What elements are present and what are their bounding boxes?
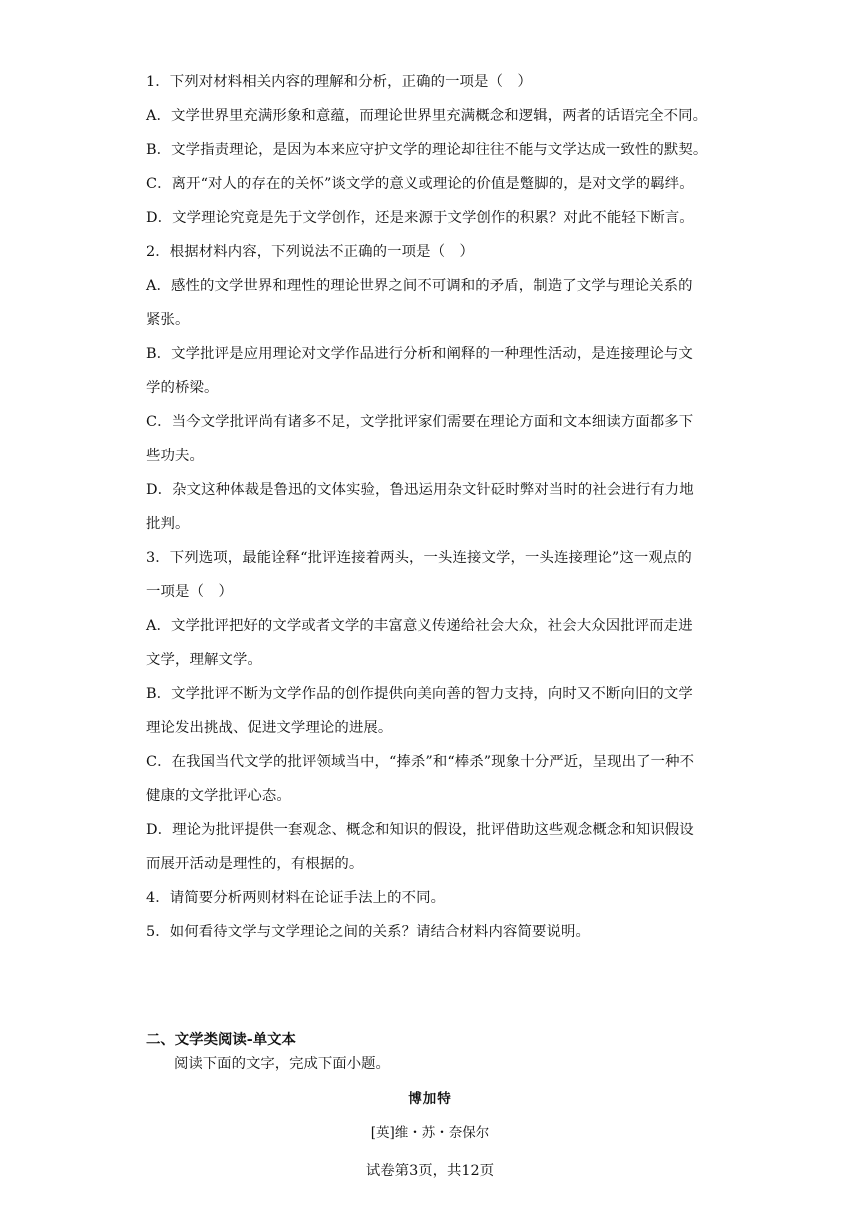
page-footer: 试卷第3页，共12页 — [365, 1163, 495, 1179]
question-2-option-b-line-1: B．文学批评是应用理论对文学作品进行分析和阐释的一种理性活动，是连接理论与文 — [146, 346, 693, 362]
question-3-option-a-line-2: 文学，理解文学。 — [146, 652, 262, 668]
question-1-option-d: D．文学理论究竟是先于文学创作，还是来源于文学创作的积累？对此不能轻下断言。 — [146, 210, 694, 226]
question-2-option-d-line-2: 批判。 — [146, 516, 190, 532]
article-author: [英]维・苏・奈保尔 — [370, 1125, 490, 1141]
question-2-option-d-line-1: D．杂文这种体裁是鲁迅的文体实验，鲁迅运用杂文针砭时弊对当时的社会进行有力地 — [146, 482, 694, 498]
question-3-option-d-line-1: D．理论为批评提供一套观念、概念和知识的假设，批评借助这些观念概念和知识假设 — [146, 822, 694, 838]
question-4-stem: 4．请简要分析两则材料在论证手法上的不同。 — [146, 890, 446, 906]
question-3-option-a-line-1: A．文学批评把好的文学或者文学的丰富意义传递给社会大众，社会大众因批评而走进 — [146, 618, 693, 634]
question-3-option-b-line-1: B．文学批评不断为文学作品的创作提供向美向善的智力支持，向时又不断向旧的文学 — [146, 686, 693, 702]
question-3-option-c-line-2: 健康的文学批评心态。 — [146, 788, 291, 804]
question-1-stem: 1．下列对材料相关内容的理解和分析，正确的一项是（ ） — [146, 74, 533, 90]
question-1-option-c: C．离开“对人的存在的关怀”谈文学的意义或理论的价值是蹩脚的，是对文学的羁绊。 — [146, 176, 694, 192]
question-3-stem-line-2: 一项是（ ） — [146, 584, 233, 600]
question-2-option-c-line-2: 些功夫。 — [146, 448, 204, 464]
section-heading: 二、文学类阅读-单文本 — [146, 1031, 296, 1048]
question-3-option-d-line-2: 而展开活动是理性的，有根据的。 — [146, 856, 364, 872]
question-1-option-b: B．文学指责理论，是因为本来应守护文学的理论却往往不能与文学达成一致性的默契。 — [146, 142, 708, 158]
question-2-option-b-line-2: 学的桥梁。 — [146, 380, 219, 396]
question-3-option-b-line-2: 理论发出挑战、促进文学理论的进展。 — [146, 720, 393, 736]
article-title: 博加特 — [408, 1091, 452, 1107]
question-2-option-a-line-2: 紧张。 — [146, 312, 190, 328]
question-2-stem: 2．根据材料内容，下列说法不正确的一项是（ ） — [146, 244, 475, 260]
question-3-option-c-line-1: C．在我国当代文学的批评领域当中，“捧杀”和“棒杀”现象十分严近，呈现出了一种不 — [146, 754, 695, 770]
question-1-option-a: A．文学世界里充满形象和意蕴，而理论世界里充满概念和逻辑，两者的话语完全不同。 — [146, 108, 708, 124]
question-3-stem-line-1: 3．下列选项，最能诠释“批评连接着两头，一头连接文学，一头连接理论”这一观点的 — [146, 550, 692, 566]
section-instruction: 阅读下面的文字，完成下面小题。 — [174, 1056, 390, 1072]
question-5-stem: 5．如何看待文学与文学理论之间的关系？请结合材料内容简要说明。 — [146, 924, 590, 940]
question-2-option-a-line-1: A．感性的文学世界和理性的理论世界之间不可调和的矛盾，制造了文学与理论关系的 — [146, 278, 693, 294]
question-2-option-c-line-1: C．当今文学批评尚有诸多不足，文学批评家们需要在理论方面和文本细读方面都多下 — [146, 414, 694, 430]
